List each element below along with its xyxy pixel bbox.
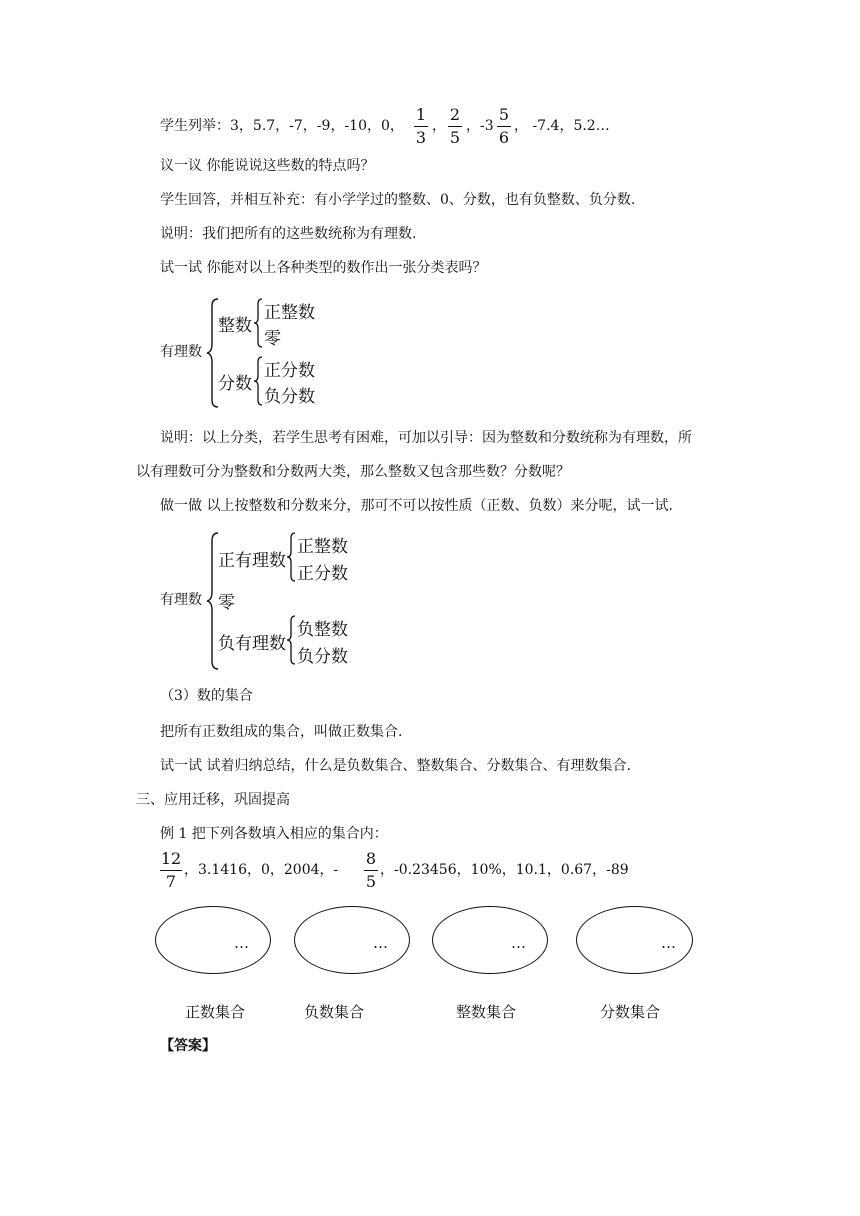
class2-branch-positive-rational: 正有理数	[218, 551, 286, 571]
separator-neg-three: ，-3	[466, 118, 494, 134]
class2-positive-brace	[286, 532, 296, 582]
sets-heading: （3）数的集合	[160, 688, 253, 704]
fraction-denominator: 7	[165, 872, 177, 891]
positive-set-dots: …	[234, 934, 249, 952]
fraction-denominator: 5	[449, 128, 461, 147]
class1-branch-fraction: 分数	[218, 374, 252, 394]
fraction-denominator: 5	[365, 872, 377, 891]
class2-item-negative-fraction: 负分数	[297, 647, 348, 667]
class1-integer-brace	[253, 298, 263, 348]
note2-line1: 说明：以上分类，若学生思考有困难，可加以引导：因为整数和分数统称为有理数，所	[160, 430, 692, 446]
answer-label: 【答案】	[160, 1038, 216, 1054]
note-paragraph: 说明：我们把所有的这些数统称为有理数.	[160, 226, 417, 242]
note2-line2: 以有理数可分为整数和分数两大类，那么整数又包含那些数？分数呢？	[136, 464, 570, 480]
class1-branch-integer: 整数	[218, 316, 252, 336]
try-paragraph: 试一试 你能对以上各种类型的数作出一张分类表吗？	[160, 260, 487, 276]
fraction-set-dots: …	[661, 934, 676, 952]
class2-item-positive-fraction: 正分数	[297, 564, 348, 584]
fraction-five-sixths	[497, 106, 511, 147]
discuss-paragraph: 议一议 你能说说这些数的特点吗？	[160, 158, 375, 174]
class2-branch-negative-rational: 负有理数	[218, 634, 286, 654]
answer-paragraph: 学生回答，并相互补充：有小学学过的整数、0、分数，也有负整数、负分数.	[160, 192, 636, 208]
class2-negative-brace	[286, 615, 296, 665]
fraction-numerator: 8	[365, 849, 377, 868]
fraction-numerator: 12	[160, 849, 182, 868]
fraction-one-third	[414, 106, 428, 147]
numbers-tail: ，-0.23456，10%，10.1，0.67，-89	[380, 862, 629, 878]
integer-set-label: 整数集合	[456, 1003, 517, 1021]
class2-zero: 零	[218, 593, 235, 613]
class1-item-negative-fraction: 负分数	[264, 387, 315, 407]
fraction-numerator: 2	[449, 105, 461, 124]
negative-set-dots: …	[373, 934, 388, 952]
separator: ，	[432, 118, 446, 134]
try2-paragraph: 试一试 试着归纳总结，什么是负数集合、整数集合、分数集合、有理数集合.	[160, 758, 631, 774]
sets-definition: 把所有正数组成的集合，叫做正数集合.	[160, 724, 403, 740]
class1-item-positive-integer: 正整数	[264, 303, 315, 323]
negative-set-label: 负数集合	[304, 1003, 365, 1021]
do-paragraph: 做一做 以上按整数和分数来分，那可不可以按性质（正数、负数）来分呢，试一试.	[160, 498, 673, 514]
fraction-twelve-sevenths	[160, 850, 182, 891]
fraction-numerator: 1	[415, 105, 427, 124]
student-list-suffix: ， -7.4，5.2…	[514, 118, 610, 134]
class1-item-zero: 零	[264, 329, 281, 349]
fraction-numerator: 5	[498, 105, 510, 124]
fraction-set-label: 分数集合	[600, 1003, 661, 1021]
numbers-middle: ，3.1416，0，2004，-	[184, 862, 339, 878]
class2-item-negative-integer: 负整数	[297, 620, 348, 640]
student-list-prefix: 学生列举：3，5.7，-7，-9，-10，0，	[160, 118, 404, 134]
class1-item-positive-fraction: 正分数	[264, 361, 315, 381]
fraction-eight-fifths	[364, 850, 378, 891]
class1-fraction-brace	[253, 356, 263, 406]
class1-root: 有理数	[160, 344, 202, 360]
class2-item-positive-integer: 正整数	[297, 537, 348, 557]
negative-set-ellipse	[294, 906, 410, 974]
integer-set-ellipse	[432, 906, 548, 974]
integer-set-dots: …	[511, 934, 526, 952]
fraction-denominator: 6	[498, 128, 510, 147]
class2-root: 有理数	[160, 592, 202, 608]
example-one: 例 1 把下列各数填入相应的集合内：	[160, 826, 388, 842]
section-three-heading: 三、应用迁移，巩固提高	[136, 792, 290, 808]
fraction-denominator: 3	[415, 128, 427, 147]
fraction-two-fifths	[448, 106, 462, 147]
positive-set-label: 正数集合	[185, 1003, 246, 1021]
positive-set-ellipse	[155, 906, 271, 974]
